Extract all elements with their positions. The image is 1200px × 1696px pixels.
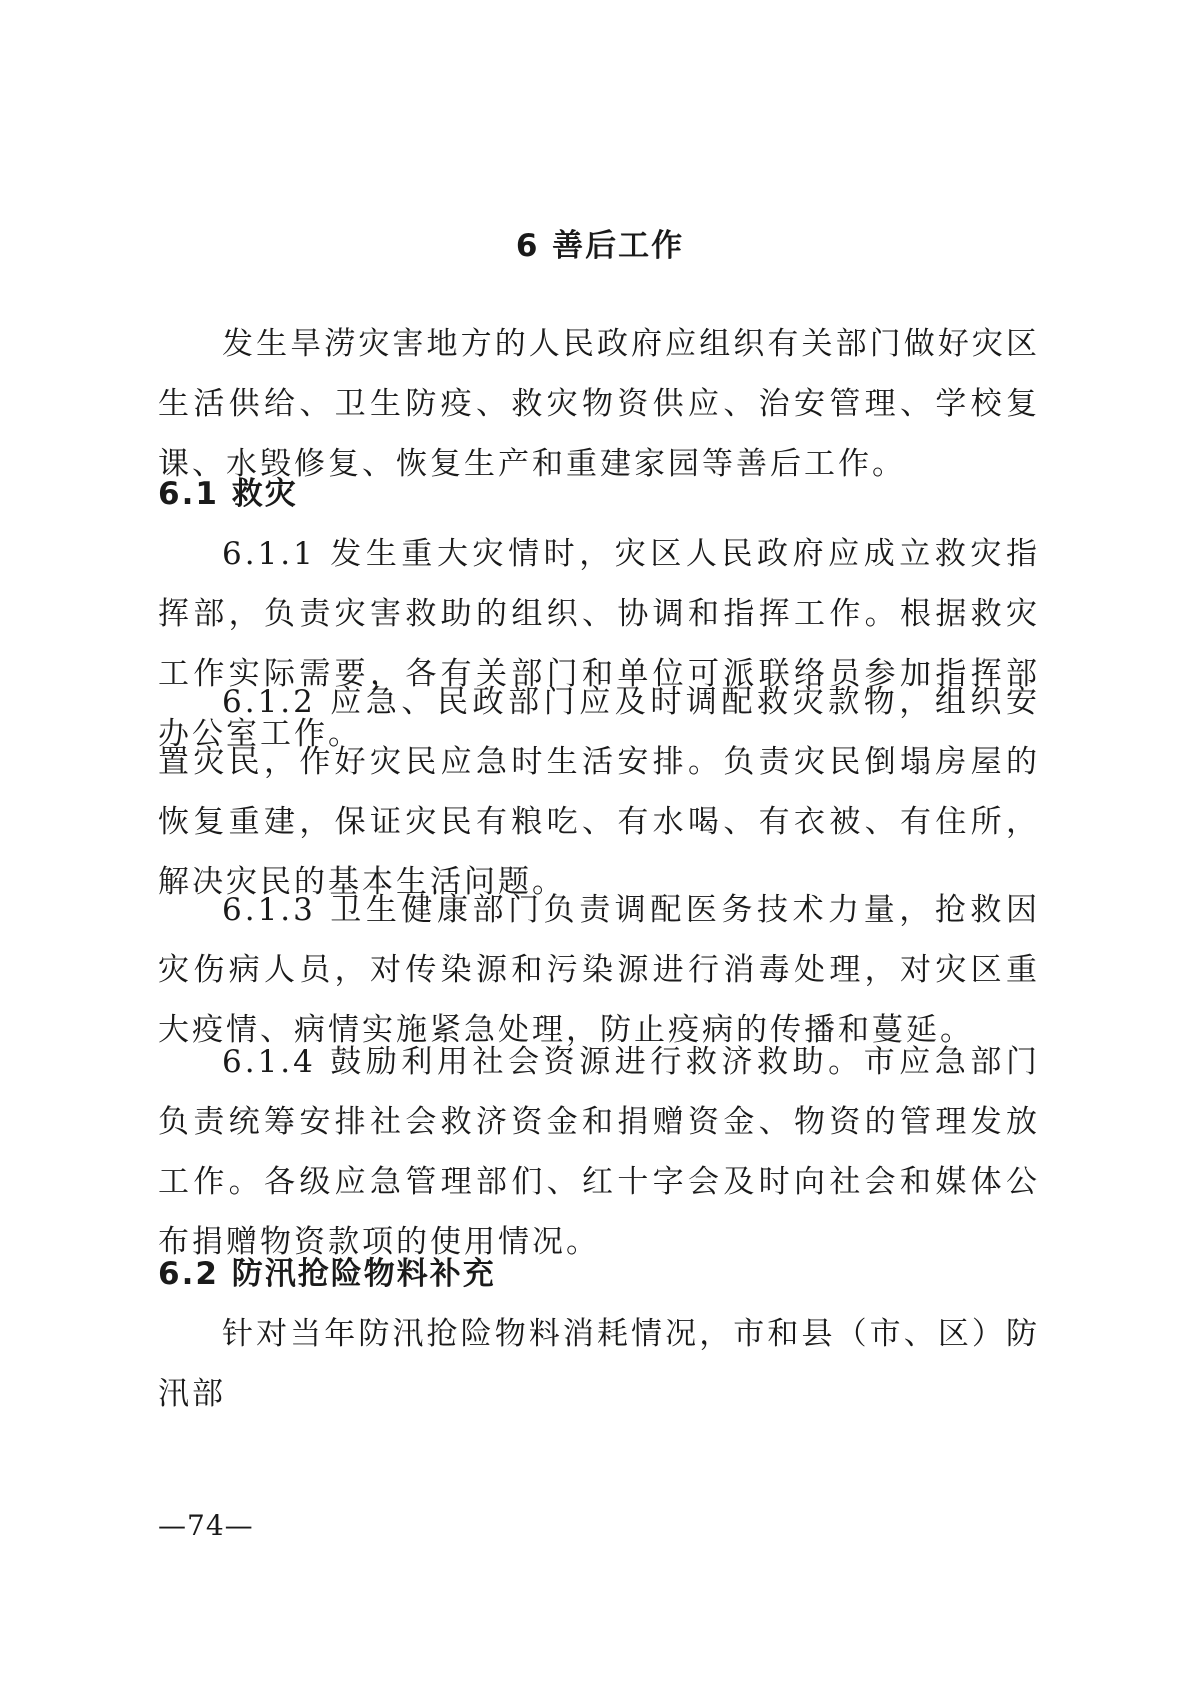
paragraph-6-1-1: 6.1.1 发生重大灾情时，灾区人民政府应成立救灾指挥部，负责灾害救助的组织、协调和指挥工作。根据救灾工作实际需要，各有关部门和单位可派联络员参加指挥部办公室工作。: [158, 536, 1040, 752]
section-6-2-heading: 6.2 防汛抢险物料补充: [158, 1256, 496, 1292]
page-number: —74—: [158, 1509, 254, 1542]
paragraph-6-1-3: 6.1.3 卫生健康部门负责调配医务技术力量，抢救因灾伤病人员，对传染源和污染源进行消毒处理，对灾区重大疫情、病情实施紧急处理，防止疫病的传播和蔓延。: [158, 892, 1040, 1048]
paragraph-6-2-start: 针对当年防汛抢险物料消耗情况，市和县（市、区）防汛部: [158, 1316, 1040, 1412]
paragraph-6-1-4: 6.1.4 鼓励利用社会资源进行救济救助。市应急部门负责统筹安排社会救济资金和捐赠资金、物资的管理发放工作。各级应急管理部们、红十字会及时向社会和媒体公布捐赠物资款项的使用情况。: [158, 1044, 1040, 1260]
chapter-title: 6 善后工作: [515, 228, 685, 264]
paragraph-6-1-2: 6.1.2 应急、民政部门应及时调配救灾款物，组织安置灾民，作好灾民应急时生活安排。负责灾民倒塌房屋的恢复重建，保证灾民有粮吃、有水喝、有衣被、有住所，解决灾民的基本生活问题。: [158, 684, 1040, 900]
section-6-1-heading: 6.1 救灾: [158, 476, 298, 512]
intro-paragraph: 发生旱涝灾害地方的人民政府应组织有关部门做好灾区生活供给、卫生防疫、救灾物资供应、治安管理、学校复课、水毁修复、恢复生产和重建家园等善后工作。: [158, 326, 1040, 482]
